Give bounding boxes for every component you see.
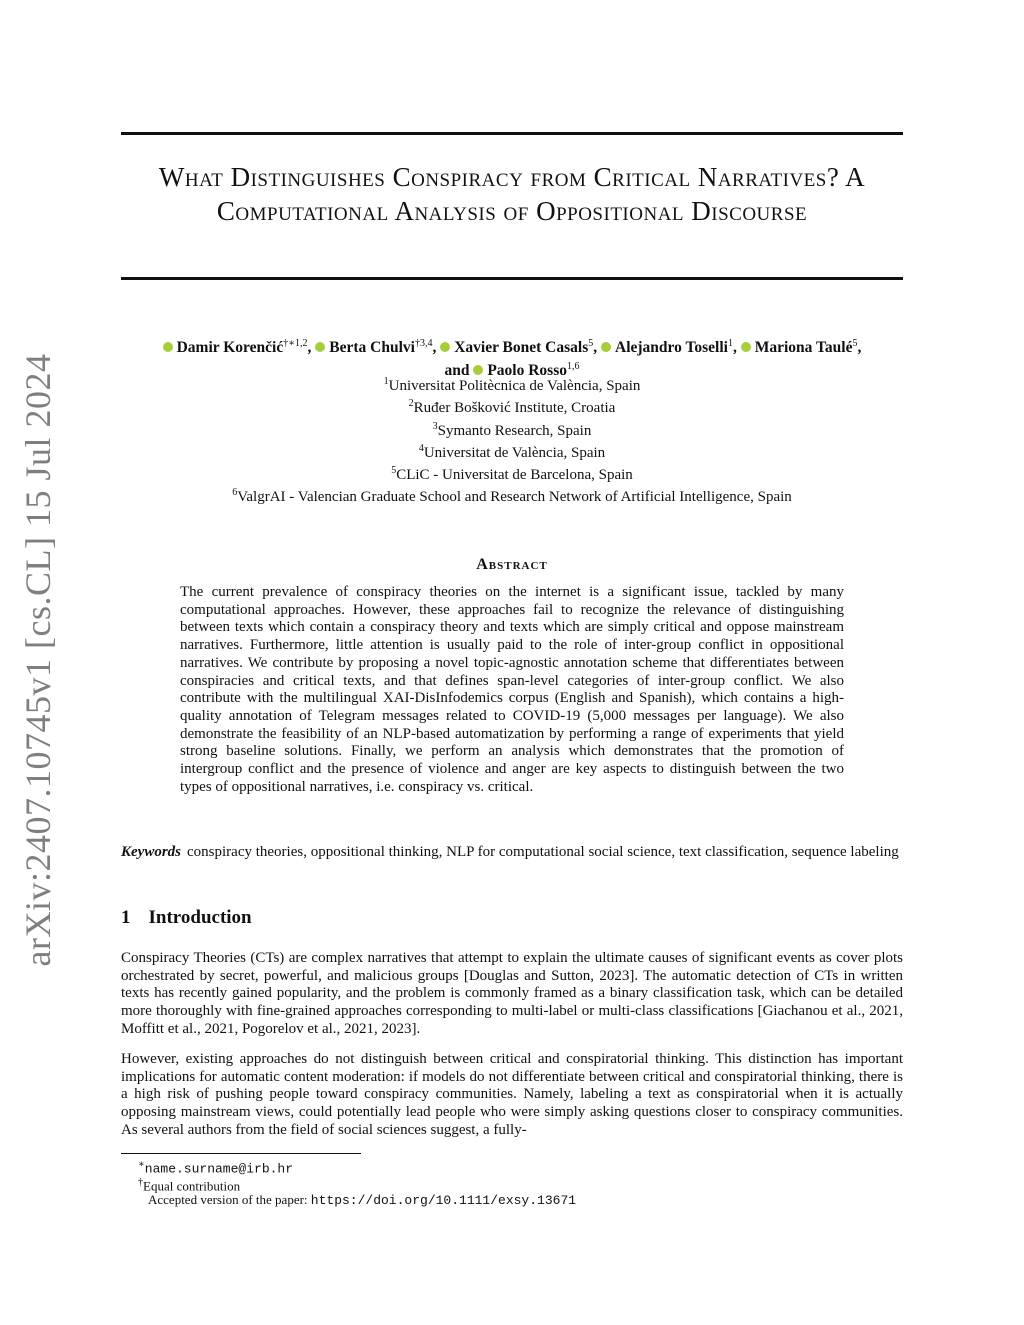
affiliation: $^1$Universitat Politècnica de València, Spain: [383, 376, 641, 394]
orcid-icon[interactable]: [440, 342, 450, 352]
footnote-accepted-version: Accepted version of the paper: https://doi.org/10.1111/exsy.13671: [148, 1192, 577, 1208]
orcid-icon[interactable]: [163, 342, 173, 352]
footnote-email: ∗name.surname@irb.hr: [138, 1159, 294, 1177]
orcid-icon[interactable]: [315, 342, 325, 352]
arxiv-sidebar: [8, 353, 68, 967]
affiliation: $^5$CLiC - Universitat de Barcelona, Spain: [391, 465, 633, 484]
footnote-equal-contribution: †Equal contribution: [138, 1177, 241, 1194]
section-title: Introduction: [148, 907, 252, 928]
author: Alejandro Toselli$^1$,: [601, 339, 737, 356]
affiliation: $^2$Ruđer Bošković Institute, Croatia: [408, 398, 616, 417]
author: Xavier Bonet Casals$^5$,: [440, 339, 597, 356]
doi-link[interactable]: https://doi.org/10.1111/exsy.13671: [310, 1193, 577, 1208]
paragraph: However, existing approaches do not distinguish between critical and conspiratorial thinking. This distinction has important implications for automatic content moderation: if models do not differentiate between critical and conspiratorial thinking, there is a high risk of pushing people toward conspiracy communities. Namely, labeling a text as conspiratorial when it is actually opposing mainstream views, could potentially lead people who were simply asking questions closer to conspiracy communities. As several authors from the field of social sciences suggest, a fully-: [121, 1051, 903, 1138]
section-heading: [121, 907, 252, 929]
keywords-label: Keywords: [121, 844, 181, 860]
paper-title: What Distinguishes Conspiracy from Critical Narratives? A Computational Analysis of Oppositional Discourse: [158, 162, 866, 226]
title-rule-bottom: [121, 277, 903, 280]
footnote-rule: [121, 1153, 361, 1154]
abstract-text: The current prevalence of conspiracy theories on the internet is a significant issue, tackled by many computational approaches. However, these approaches fail to recognize the relevance of distinguishing between texts which contain a conspiracy theory and texts which are simply critical and oppose mainstream narratives. Furthermore, little attention is usually paid to the role of inter-group conflict in oppositional narratives. We contribute by proposing a novel topic-agnostic annotation scheme that differentiates between conspiracies and critical texts, and that defines span-level categories of inter-group conflict. We also contribute with the multilingual XAI-DisInfodemics corpus (English and Spanish), which contains a high-quality annotation of Telegram messages related to COVID-19 (5,000 messages per language). We also demonstrate the feasibility of an NLP-based automatization by performing a range of experiments that yield strong baseline solutions. Finally, we perform an analysis which demonstrates that the promotion of intergroup conflict and the presence of violence and anger are key aspects to distinguish between the two types of oppositional narratives, i.e. conspiracy vs. critical.: [180, 584, 844, 795]
author: Damir Korenčić$^{\dagger∗1,2}$,: [163, 339, 312, 356]
paragraph: Conspiracy Theories (CTs) are complex narratives that attempt to explain the ultimate causes of significant events as cover plots orchestrated by secret, powerful, and malicious groups [Douglas and Sutton, 2023]. The automatic detection of CTs in written texts has recently gained popularity, and the problem is commonly framed as a binary classification task, which can be detailed more thoroughly with fine-grained approaches corresponding to multi-label or multi-class classifications [Giachanou et al., 2021, Moffitt et al., 2021, Pogorelov et al., 2021, 2023].: [121, 950, 903, 1037]
author: Mariona Taulé$^5$,: [741, 339, 862, 356]
abstract-heading: Abstract: [476, 556, 548, 573]
author: Berta Chulvi$^{\dagger 3,4}$,: [315, 339, 436, 356]
arxiv-identifier: arXiv:2407.10745v1 [cs.CL] 15 Jul 2024: [18, 353, 58, 967]
orcid-icon[interactable]: [601, 342, 611, 352]
title-rule-top: [121, 132, 903, 135]
section-number: 1: [121, 907, 131, 928]
affiliation-list: [110, 373, 914, 507]
affiliation: $^3$Symanto Research, Spain: [432, 420, 592, 439]
orcid-icon[interactable]: [741, 342, 751, 352]
keywords: [121, 844, 903, 862]
affiliation: $^4$Universitat de València, Spain: [418, 442, 606, 461]
affiliation: $^6$ValgrAI - Valencian Graduate School and Research Network of Artificial Intelligence, Spain: [232, 487, 792, 506]
author: and Paolo Rosso$^{1,6}$: [444, 361, 580, 380]
keywords-text: conspiracy theories, oppositional thinking, NLP for computational social science, text classification, sequence labeling: [187, 844, 899, 860]
